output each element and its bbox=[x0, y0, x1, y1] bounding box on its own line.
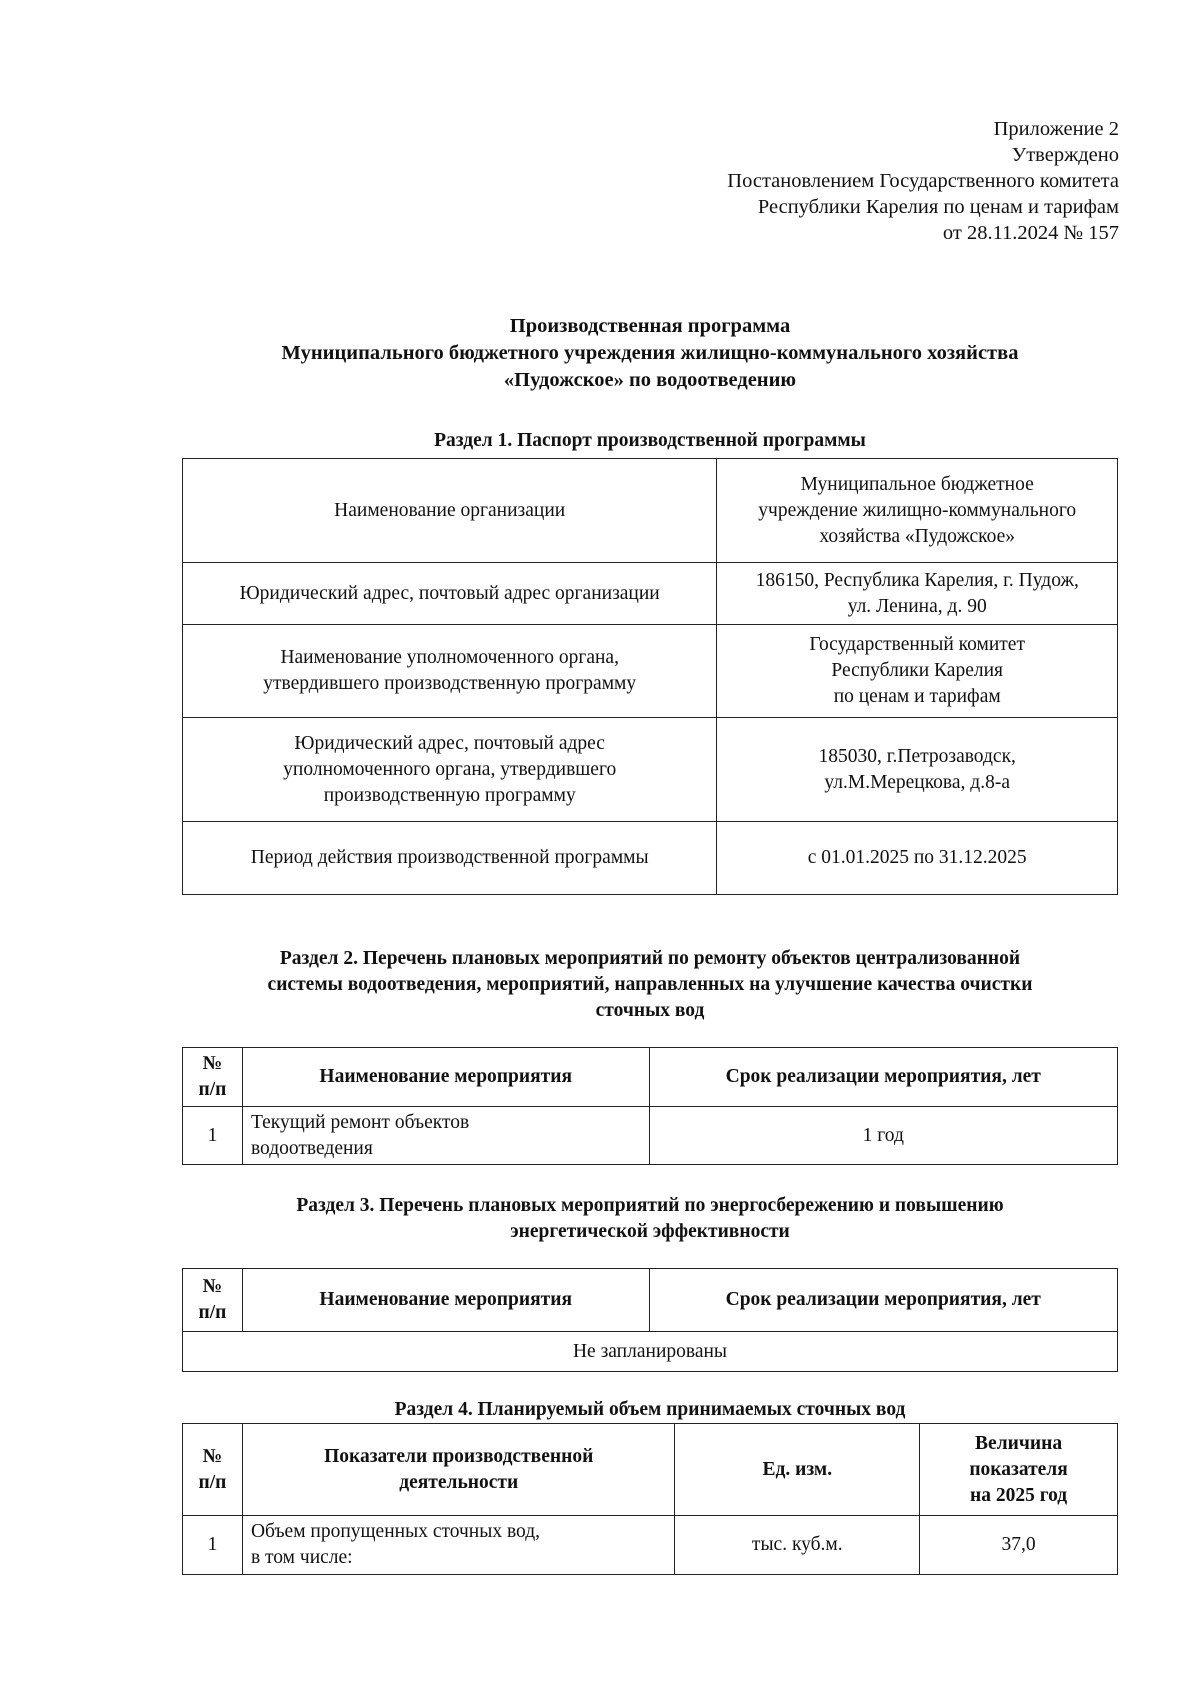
table-header-row bbox=[183, 1048, 1118, 1107]
measure-name: Текущий ремонт объектов водоотведения bbox=[242, 1107, 649, 1165]
column-header: Срок реализации мероприятия, лет bbox=[649, 1269, 1117, 1332]
header-line: от 28.11.2024 № 157 bbox=[942, 222, 1119, 244]
section4-title: Раздел 4. Планируемый объем принимаемых сточных вод bbox=[394, 1399, 906, 1420]
header-line: Республики Карелия по ценам и тарифам bbox=[757, 196, 1119, 218]
passport-table bbox=[182, 458, 1118, 895]
title-line: Муниципального бюджетного учреждения жилищно-коммунального хозяйства bbox=[281, 342, 1019, 364]
passport-label: Юридический адрес, почтовый адрес уполномоченного органа, утвердившего производственную программу bbox=[183, 718, 717, 822]
column-header: Величина показателя на 2025 год bbox=[920, 1424, 1118, 1516]
section2-title: Раздел 2. Перечень плановых мероприятий по ремонту объектов централизованной системы водоотведения, мероприятий, направленных на улучшение качества очистки сточных вод bbox=[267, 948, 1033, 1021]
passport-label: Наименование уполномоченного органа, утвердившего производственную программу bbox=[183, 625, 717, 718]
passport-value: 186150, Республика Карелия, г. Пудож, ул. Ленина, д. 90 bbox=[717, 563, 1118, 625]
empty-text: Не запланированы bbox=[183, 1332, 1118, 1372]
column-header: Наименование мероприятия bbox=[242, 1269, 649, 1332]
indicator-unit: тыс. куб.м. bbox=[675, 1516, 920, 1575]
header-line: Утверждено bbox=[1011, 144, 1119, 166]
column-header: Показатели производственной деятельности bbox=[242, 1424, 675, 1516]
table-header-row bbox=[183, 1424, 1118, 1516]
column-header: № п/п bbox=[183, 1424, 243, 1516]
indicator-value: 37,0 bbox=[920, 1516, 1118, 1575]
table-row bbox=[183, 1516, 1118, 1575]
table-row bbox=[183, 822, 1118, 895]
table-header-row bbox=[183, 1269, 1118, 1332]
passport-value: Муниципальное бюджетное учреждение жилищно-коммунального хозяйства «Пудожское» bbox=[717, 459, 1118, 563]
table-row bbox=[183, 1332, 1118, 1372]
document-title bbox=[180, 313, 1120, 394]
section1-title: Раздел 1. Паспорт производственной программы bbox=[434, 430, 866, 451]
passport-value: с 01.01.2025 по 31.12.2025 bbox=[717, 822, 1118, 895]
column-header: Наименование мероприятия bbox=[242, 1048, 649, 1107]
repair-measures-table bbox=[182, 1047, 1118, 1165]
column-header: № п/п bbox=[183, 1269, 243, 1332]
wastewater-volume-table bbox=[182, 1423, 1118, 1575]
table-row bbox=[183, 1107, 1118, 1165]
title-line: «Пудожское» по водоотведению bbox=[503, 369, 797, 391]
indicator-name: Объем пропущенных сточных вод, в том числе: bbox=[242, 1516, 675, 1575]
column-header: Срок реализации мероприятия, лет bbox=[649, 1048, 1117, 1107]
row-number: 1 bbox=[183, 1107, 243, 1165]
header-line: Постановлением Государственного комитета bbox=[727, 170, 1119, 192]
passport-label: Юридический адрес, почтовый адрес организации bbox=[183, 563, 717, 625]
energy-measures-table bbox=[182, 1268, 1118, 1372]
measure-term: 1 год bbox=[649, 1107, 1117, 1165]
column-header: № п/п bbox=[183, 1048, 243, 1107]
passport-value: Государственный комитет Республики Карелия по ценам и тарифам bbox=[717, 625, 1118, 718]
passport-label: Период действия производственной программы bbox=[183, 822, 717, 895]
column-header: Ед. изм. bbox=[675, 1424, 920, 1516]
section3-title: Раздел 3. Перечень плановых мероприятий по энергосбережению и повышению энергетической эффективности bbox=[296, 1195, 1004, 1242]
table-row bbox=[183, 625, 1118, 718]
passport-value: 185030, г.Петрозаводск, ул.М.Мерецкова, д.8-а bbox=[717, 718, 1118, 822]
table-row bbox=[183, 718, 1118, 822]
row-number: 1 bbox=[183, 1516, 243, 1575]
title-line: Производственная программа bbox=[509, 315, 791, 337]
passport-label: Наименование организации bbox=[183, 459, 717, 563]
table-row bbox=[183, 563, 1118, 625]
header-line: Приложение 2 bbox=[993, 118, 1119, 140]
approval-header bbox=[727, 116, 1119, 246]
table-row bbox=[183, 459, 1118, 563]
